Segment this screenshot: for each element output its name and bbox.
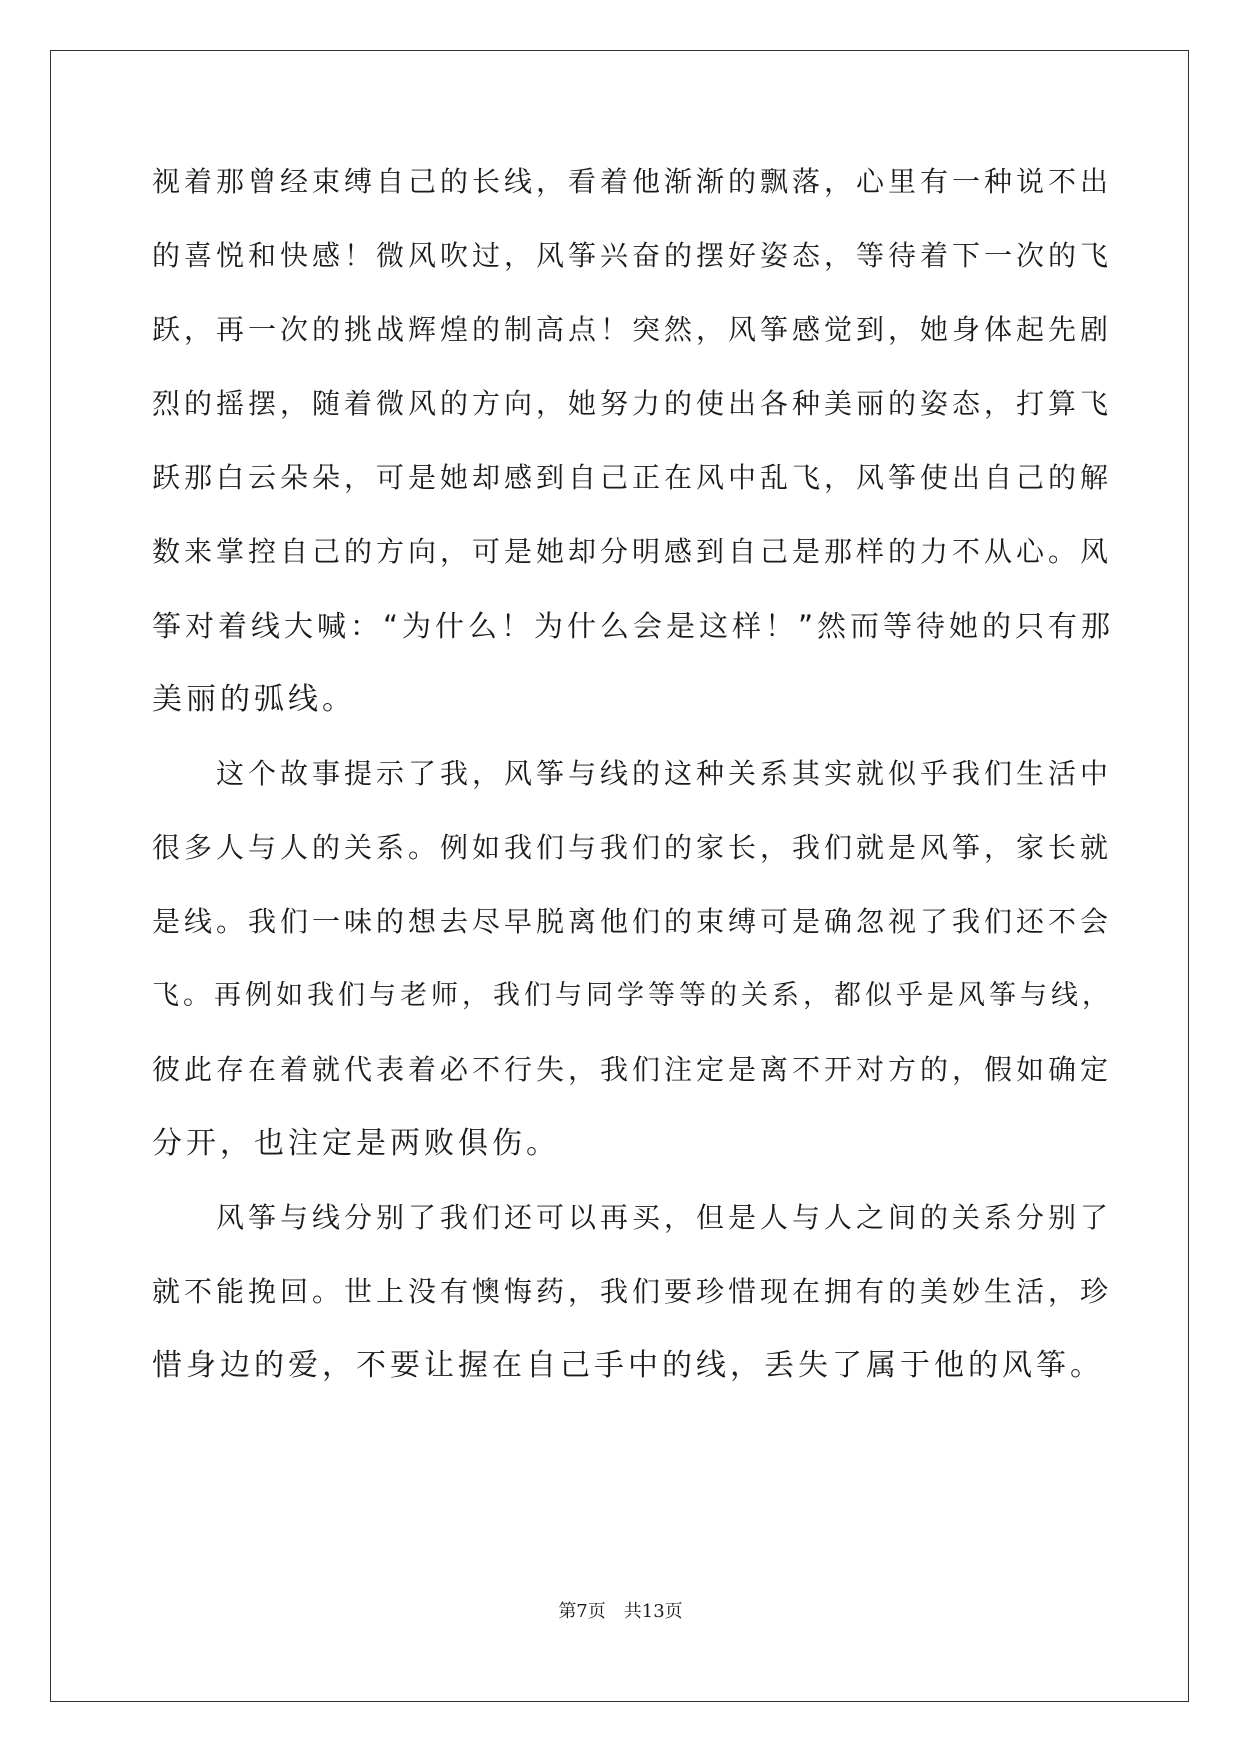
text-line: 烈的摇摆，随着微风的方向，她努力的使出各种美丽的姿态，打算飞	[152, 387, 1113, 420]
text-line: 风筝与线分别了我们还可以再买，但是人与人之间的关系分别了	[152, 1201, 1113, 1234]
text-line: 视着那曾经束缚自己的长线，看着他渐渐的飘落，心里有一种说不出	[152, 165, 1113, 198]
page-border	[50, 50, 1189, 1702]
text-line: 数来掌控自己的方向，可是她却分明感到自己是那样的力不从心。风	[152, 535, 1113, 568]
text-line: 筝对着线大喊：“为什么！为什么会是这样！”然而等待她的只有那	[152, 609, 1115, 643]
text-line: 就不能挽回。世上没有懊悔药，我们要珍惜现在拥有的美妙生活，珍	[152, 1275, 1113, 1308]
text-line: 是线。我们一味的想去尽早脱离他们的束缚可是确忽视了我们还不会	[152, 905, 1113, 938]
text-line: 分开，也注定是两败俱伤。	[152, 1126, 560, 1161]
text-line: 这个故事提示了我，风筝与线的这种关系其实就似乎我们生活中	[152, 757, 1113, 790]
page-number-footer: 第7页 共13页	[558, 1601, 683, 1622]
text-line: 美丽的弧线。	[152, 682, 356, 717]
text-line: 飞。再例如我们与老师，我们与同学等等的关系，都似乎是风筝与线，	[152, 980, 1113, 1011]
text-line: 惜身边的爱，不要让握在自己手中的线，丢失了属于他的风筝。	[152, 1348, 1104, 1383]
text-line: 跃那白云朵朵，可是她却感到自己正在风中乱飞，风筝使出自己的解	[152, 461, 1113, 494]
text-line: 很多人与人的关系。例如我们与我们的家长，我们就是风筝，家长就	[152, 831, 1113, 864]
text-line: 跃，再一次的挑战辉煌的制高点！突然，风筝感觉到，她身体起先剧	[152, 313, 1113, 346]
text-line: 彼此存在着就代表着必不行失，我们注定是离不开对方的，假如确定	[152, 1053, 1113, 1086]
text-line: 的喜悦和快感！微风吹过，风筝兴奋的摆好姿态，等待着下一次的飞	[152, 239, 1113, 272]
